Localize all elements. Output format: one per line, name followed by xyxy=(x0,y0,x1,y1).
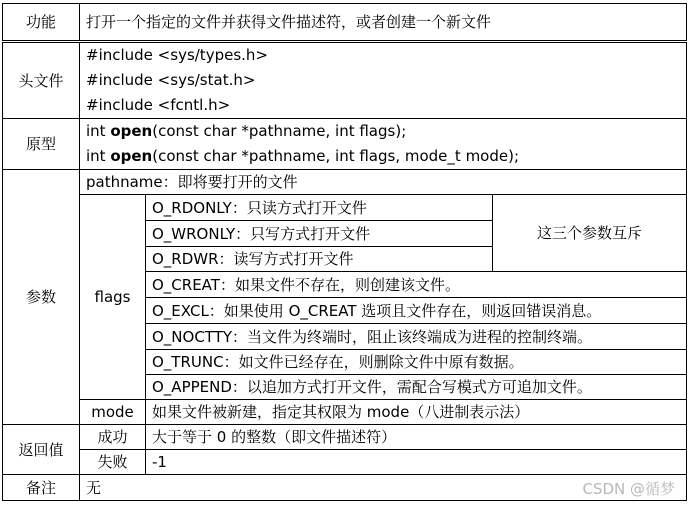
function-text: 打开一个指定的文件并获得文件描述符，或者创建一个新文件 xyxy=(80,4,687,42)
row-param-mode xyxy=(3,400,687,425)
return-success-text: 大于等于 0 的整数（即文件描述符） xyxy=(146,425,687,450)
prototype-args: (const char *pathname, int flags); xyxy=(152,122,407,140)
row-function xyxy=(3,4,687,42)
mode-label: mode xyxy=(80,400,146,425)
param-pathname: pathname：即将要打开的文件 xyxy=(80,170,687,195)
mode-text: 如果文件被新建，指定其权限为 mode（八进制表示法） xyxy=(146,400,687,425)
row-return-success xyxy=(3,425,687,450)
row-return-fail xyxy=(3,450,687,475)
remark-label: 备注 xyxy=(3,475,80,501)
flag-item: O_EXCL：如果使用 O_CREAT 选项且文件存在，则返回错误消息。 xyxy=(146,298,687,324)
row-prototype xyxy=(3,119,687,170)
open-function-doc xyxy=(2,3,687,501)
include-line: #include <sys/types.h> xyxy=(86,46,268,64)
prototype-lines xyxy=(80,119,687,170)
prototype-args: (const char *pathname, int flags, mode_t mode); xyxy=(152,147,520,165)
header-label: 头文件 xyxy=(3,42,80,119)
function-label: 功能 xyxy=(3,4,80,42)
doc-table xyxy=(2,3,687,501)
row-header xyxy=(3,42,687,119)
prototype-label: 原型 xyxy=(3,119,80,170)
row-param-pathname xyxy=(3,170,687,195)
return-label: 返回值 xyxy=(3,425,80,475)
watermark: CSDN @循梦 xyxy=(582,480,675,498)
row-flag xyxy=(3,195,687,221)
flag-item: O_WRONLY：只写方式打开文件 xyxy=(146,221,493,247)
prototype-line xyxy=(86,119,680,144)
exclusive-note: 这三个参数互斥 xyxy=(493,195,687,272)
flag-item: O_CREAT：如果文件不存在，则创建该文件。 xyxy=(146,272,687,298)
flag-item: O_RDONLY：只读方式打开文件 xyxy=(146,195,493,221)
flag-item: O_TRUNC：如文件已经存在，则删除文件中原有数据。 xyxy=(146,350,687,375)
prototype-return-type: int xyxy=(86,147,111,165)
header-includes xyxy=(80,42,687,119)
params-label: 参数 xyxy=(3,170,80,425)
include-line: #include <fcntl.h> xyxy=(86,96,231,114)
flag-item: O_APPEND：以追加方式打开文件，需配合写模式方可追加文件。 xyxy=(146,375,687,400)
return-success-label: 成功 xyxy=(80,425,146,450)
prototype-fn-name: open xyxy=(110,147,153,165)
prototype-fn-name: open xyxy=(110,122,153,140)
return-fail-text: -1 xyxy=(146,450,687,475)
flag-item: O_NOCTTY：当文件为终端时，阻止该终端成为进程的控制终端。 xyxy=(146,324,687,350)
return-fail-label: 失败 xyxy=(80,450,146,475)
remark-text: 无 xyxy=(80,475,687,501)
flags-label: flags xyxy=(80,195,146,400)
include-line: #include <sys/stat.h> xyxy=(86,71,256,89)
prototype-line xyxy=(86,144,680,169)
flag-item: O_RDWR：读写方式打开文件 xyxy=(146,247,493,272)
prototype-return-type: int xyxy=(86,122,111,140)
